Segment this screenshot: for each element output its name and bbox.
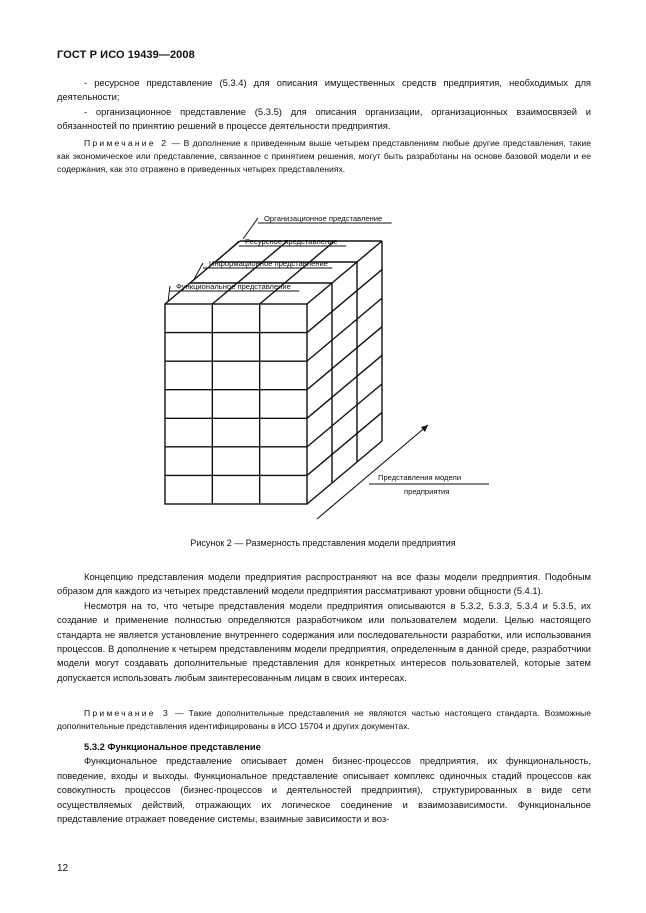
list-item-organization: - организационное представление (5.3.5) для описания организации, организационных взаимосвязей и обязанностей по принятию решений в процессе деятельности предприятия.	[57, 105, 591, 132]
side-divider	[307, 454, 332, 475]
side-divider	[357, 298, 382, 319]
axis-label-line1: Представления модели	[378, 473, 462, 482]
section-text: Функциональное представление описывает домен бизнес-процессов предприятия, их функциональность, поведение, входы и выходы. Функциональное представление описывает комплекс одиночных стадий процессов как совокупность процессов (бизнес-процессов и деятельностей предприятия), структурированных в виде сети осуществляемых действий, отражающих их логическое соединение и взаимозависимости. Функциональное представление отражает поведение системы, взаимные зависимости и воз-	[57, 755, 591, 825]
middle-paragraphs	[57, 570, 591, 685]
side-divider	[357, 327, 382, 348]
note-3-text: — Такие дополнительные представления не являются частью настоящего стандарта. Возможные дополнительные представления идентифицированы в ИСО 15704 и других документах.	[57, 708, 591, 732]
side-divider	[332, 405, 357, 426]
label-pointer	[193, 263, 203, 281]
corner-bottom-right	[307, 441, 382, 504]
note-3-label: Примечание 3	[84, 708, 170, 718]
paragraph-concept: Концепцию представления модели предприятия распространяют на все фазы модели предприятия. Подобным образом для каждого из четырех представлений модели предприятия рассматривают уровни общности (5.4.1).	[57, 571, 591, 597]
label-pointer	[218, 241, 239, 260]
front-grid-frame	[165, 304, 307, 504]
side-divider	[357, 412, 382, 433]
side-divider	[307, 397, 332, 418]
side-divider	[307, 312, 332, 333]
side-divider	[307, 340, 332, 361]
layer-label: Ресурсное представление	[245, 237, 338, 246]
axis-label-line2: предприятия	[404, 487, 450, 496]
list-item-resource: - ресурсное представление (5.3.4) для описания имущественных средств предприятия, необходимых для деятельности;	[57, 77, 591, 103]
paragraph-despite: Несмотря на то, что четыре представления модели предприятия описываются в 5.3.2, 5.3.3, 5.3.4 и 5.3.5, их создание и применение полностью определяются разработчиком или пользователем модели. Целью настоящего стандарта не является установление внутреннего содержания или последовательности разработки, или использования процессов. В дополнение к четырем представлениям модели предприятия, определенным в данной среде, разработчики модели могут создавать дополнительные представления для конкретных интересов пользователей, которые затем допускается использовать любым заинтересованным лицам в своих интересах.	[57, 599, 591, 683]
layer-label: Информационное представление	[209, 259, 328, 268]
figure-caption: Рисунок 2 — Размерность представления модели предприятия	[190, 538, 456, 548]
page-number: 12	[57, 863, 69, 874]
document-header: ГОСТ Р ИСО 19439—2008	[57, 49, 195, 61]
label-pointer	[243, 218, 258, 239]
side-divider	[357, 384, 382, 405]
side-divider	[307, 369, 332, 390]
section-title: 5.3.2 Функциональное представление	[84, 741, 261, 752]
side-divider	[332, 319, 357, 340]
section-5-3-2	[57, 740, 591, 826]
side-divider	[357, 270, 382, 291]
note-3	[57, 707, 591, 733]
side-divider	[307, 426, 332, 447]
side-divider	[332, 348, 357, 369]
note-2-label: Примечание 2	[84, 138, 169, 148]
axis-arrowhead	[421, 425, 428, 432]
axis-arrow-line	[317, 425, 428, 519]
note-2-text: — В дополнение к приведенным выше четырем представлениям любые другие представления, такие как экономическое или представление, связанное с принятием решения, могут быть разработаны на основе базовой модели и ее содержания, как это отражено в приведенных четырех представлениях.	[57, 138, 592, 175]
side-divider	[332, 433, 357, 454]
side-divider	[332, 376, 357, 397]
corner-top-right	[307, 241, 382, 304]
side-divider	[357, 355, 382, 376]
side-divider	[332, 291, 357, 312]
layer-label: Функциональное представление	[176, 282, 291, 291]
layer-label: Организационное представление	[264, 214, 383, 223]
